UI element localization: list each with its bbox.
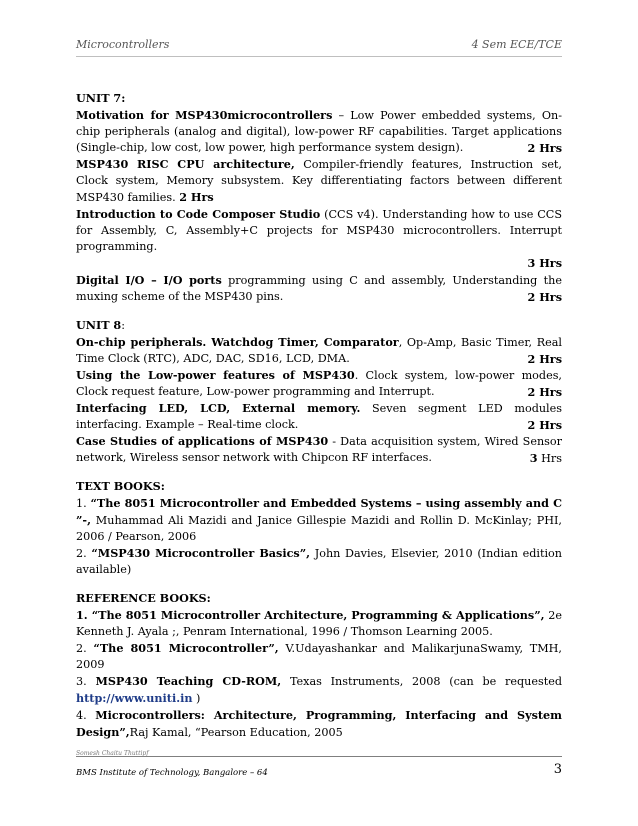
header-semester: 4 Sem ECE/TCE bbox=[471, 38, 562, 51]
unit8-topic-3: Interfacing LED, LCD, External memory. Seven segment LED modules interfacing. Example – Real-time clock. 2 Hrs bbox=[76, 401, 562, 432]
unit7-heading: UNIT 7: bbox=[76, 91, 126, 105]
footer-author: Somesh Chaitu Thuttipf bbox=[76, 750, 149, 757]
textbook-1: 1. “The 8051 Microcontroller and Embedded Systems – using assembly and C ”-, Muhammad Ali Mazidi and Janice Gillespie Mazidi and Rollin D. McKinlay; PHI, 2006 / Pearson, 2006 bbox=[76, 496, 562, 543]
reference-3: 3. MSP430 Teaching CD-ROM, Texas Instruments, 2008 (can be requested http://www.uniti.in ) bbox=[76, 674, 563, 705]
footer-institute: BMS Institute of Technology, Bangalore – 64 bbox=[76, 768, 268, 778]
unit8-topic-2: Using the Low-power features of MSP430. Clock system, low-power modes, Clock request feature, Low-power programming and Interrupt. 2 Hrs bbox=[76, 368, 562, 399]
header-subject: Microcontrollers bbox=[76, 38, 170, 51]
references-heading: REFERENCE BOOKS: bbox=[76, 591, 211, 605]
header-divider bbox=[76, 56, 562, 57]
textbook-2: 2. “MSP430 Microcontroller Basics”, John Davies, Elsevier, 2010 (Indian edition available) bbox=[76, 546, 562, 576]
page-header bbox=[76, 38, 562, 54]
unit7-topic-3-hours: 3 Hrs bbox=[527, 256, 562, 270]
reference-1: 1. “The 8051 Microcontroller Architecture, Programming & Applications”, 2e Kenneth J. Ayala ;, Penram International, 1996 / Thomson Learning 2005. bbox=[76, 608, 562, 638]
reference-2: 2. “The 8051 Microcontroller”, V.Udayashankar and MalikarjunaSwamy, TMH, 2009 bbox=[76, 641, 562, 671]
uniti-link[interactable]: http://www.uniti.in bbox=[76, 691, 193, 705]
unit7-topic-1: Motivation for MSP430microcontrollers – Low Power embedded systems, On-chip peripherals (analog and digital), low-power RF capabilities. Target applications (Single-chip, low cost, low power, high performance system design). 2 Hrs bbox=[76, 108, 562, 155]
unit7-topic-4: Digital I/O – I/O ports programming using C and assembly, Understanding the muxing scheme of the MSP430 pins. 2 Hrs bbox=[76, 273, 562, 304]
unit8-topic-1: On-chip peripherals. Watchdog Timer, Comparator, Op-Amp, Basic Timer, Real Time Clock (RTC), ADC, DAC, SD16, LCD, DMA. 2 Hrs bbox=[76, 335, 563, 366]
reference-4: 4. Microcontrollers: Architecture, Programming, Interfacing and System Design”,Raj Kamal, “Pearson Education, 2005 bbox=[76, 708, 562, 739]
unit7-topic-3-hours-line bbox=[76, 255, 562, 272]
unit8-topic-2-hours: 2 Hrs bbox=[527, 385, 562, 399]
page-number: 3 bbox=[553, 762, 562, 777]
unit7-topic-4-hours: 2 Hrs bbox=[527, 290, 562, 304]
unit7-topic-2: MSP430 RISC CPU architecture, Compiler-friendly features, Instruction set, Clock system, Memory subsystem. Key differentiating factors between different MSP430 families. 2 Hrs bbox=[76, 157, 562, 204]
textbooks-heading: TEXT BOOKS: bbox=[76, 479, 165, 493]
unit8-topic-3-hours: 2 Hrs bbox=[527, 418, 562, 432]
unit8-topic-4-hours: 3 Hrs bbox=[529, 451, 562, 465]
syllabus-content bbox=[76, 90, 562, 741]
unit7-topic-1-hours: 2 Hrs bbox=[527, 141, 562, 155]
unit8-topic-1-hours: 2 Hrs bbox=[527, 352, 562, 366]
unit7-topic-3: Introduction to Code Composer Studio (CCS v4). Understanding how to use CCS for Assembly, C, Assembly+C projects for MSP430 microcontrollers. Interrupt programming. bbox=[76, 207, 562, 253]
unit7-topic-2-hours: 2 Hrs bbox=[179, 190, 214, 204]
footer-divider bbox=[76, 756, 562, 757]
unit8-heading: UNIT 8: bbox=[76, 318, 126, 332]
unit8-topic-4: Case Studies of applications of MSP430 - Data acquisition system, Wired Sensor network, Wireless sensor network with Chipcon RF interfaces. 3 Hrs bbox=[76, 434, 562, 465]
